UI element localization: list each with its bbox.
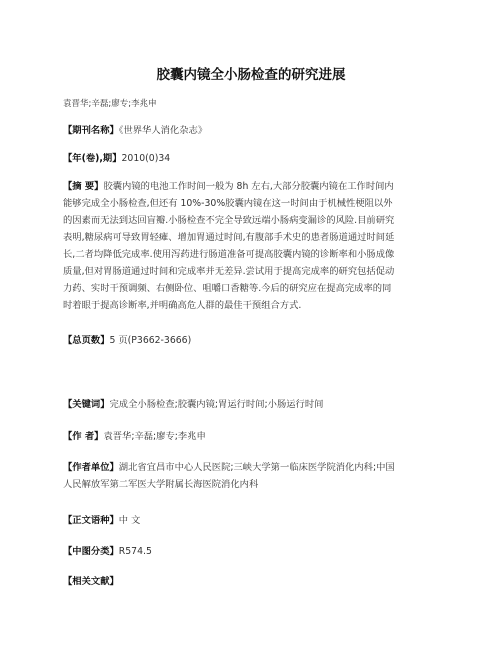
journal-value: 《世界华人消化杂志》 bbox=[118, 125, 208, 136]
language-value: 中 文 bbox=[118, 515, 141, 526]
abstract-line: 长,二者均降低完成率.使用泻药进行肠道准备可提高胶囊内镜的诊断率和小肠成像 bbox=[63, 249, 395, 260]
affiliation-field bbox=[63, 459, 439, 493]
related-label: 【相关文献】 bbox=[63, 576, 119, 587]
clc-field bbox=[63, 543, 439, 560]
pages-value: 5 页(P3662-3666) bbox=[109, 335, 192, 346]
author-label: 【作 者】 bbox=[63, 431, 104, 442]
author-value: 袁晋华;辛磊;廖专;李兆申 bbox=[103, 431, 206, 442]
affiliation-line: 人民解放军第二军医大学附属长海医院消化内科 bbox=[63, 479, 259, 490]
abstract-line: 胶囊内镜的电池工作时间一般为 8h 左右,大部分胶囊内镜在工作时间内 bbox=[103, 181, 394, 192]
author-field bbox=[63, 428, 439, 445]
abstract-line: 时着眼于提高诊断率,并明确高危人群的最佳干预组合方式. bbox=[63, 300, 302, 311]
affiliation-line: 湖北省宜昌市中心人民医院;三峡大学第一临床医学院消化内科;中国 bbox=[118, 462, 395, 473]
related-field bbox=[63, 573, 439, 590]
abstract-line: 能够完成全小肠检查,但还有 10%-30%胶囊内镜在这一时间由于机械性梗阻以外 bbox=[63, 198, 393, 209]
pages-label: 【总页数】 bbox=[63, 335, 110, 346]
pages-field bbox=[63, 332, 439, 349]
abstract-field bbox=[63, 178, 439, 314]
language-field bbox=[63, 512, 439, 529]
keywords-label: 【关键词】 bbox=[63, 399, 110, 410]
journal-field bbox=[63, 122, 439, 139]
journal-label: 【期刊名称】 bbox=[63, 125, 119, 136]
abstract-label: 【摘 要】 bbox=[63, 181, 104, 192]
year-issue-field bbox=[63, 150, 439, 167]
abstract-line: 力药、实时干预调频、右侧卧位、咀嚼口香糖等.今后的研究应在提高完成率的同 bbox=[63, 283, 392, 294]
clc-value: R574.5 bbox=[118, 546, 152, 557]
abstract-line: 质量,但对胃肠道通过时间和完成率并无差异.尝试用于提高完成率的研究包括促动 bbox=[63, 266, 395, 277]
keywords-value: 完成全小肠检查;胶囊内镜;胃运行时间;小肠运行时间 bbox=[109, 399, 324, 410]
abstract-line: 的因素而无法到达回盲瓣.小肠检查不完全导致远端小肠病变漏诊的风险.目前研究 bbox=[63, 215, 395, 226]
clc-label: 【中图分类】 bbox=[63, 546, 119, 557]
keywords-field bbox=[63, 396, 439, 413]
year-issue-value: 2010(0)34 bbox=[121, 153, 171, 164]
authors-line: 袁晋华;辛磊;廖专;李兆申 bbox=[63, 99, 157, 109]
abstract-line: 表明,糖尿病可导致胃轻瘫、增加胃通过时间,有腹部手术史的患者肠道通过时间延 bbox=[63, 232, 395, 243]
language-label: 【正文语种】 bbox=[63, 515, 119, 526]
document-title: 胶囊内镜全小肠检查的研究进展 bbox=[156, 67, 346, 83]
affiliation-label: 【作者单位】 bbox=[63, 462, 119, 473]
year-issue-label: 【年(卷),期】 bbox=[63, 153, 122, 164]
